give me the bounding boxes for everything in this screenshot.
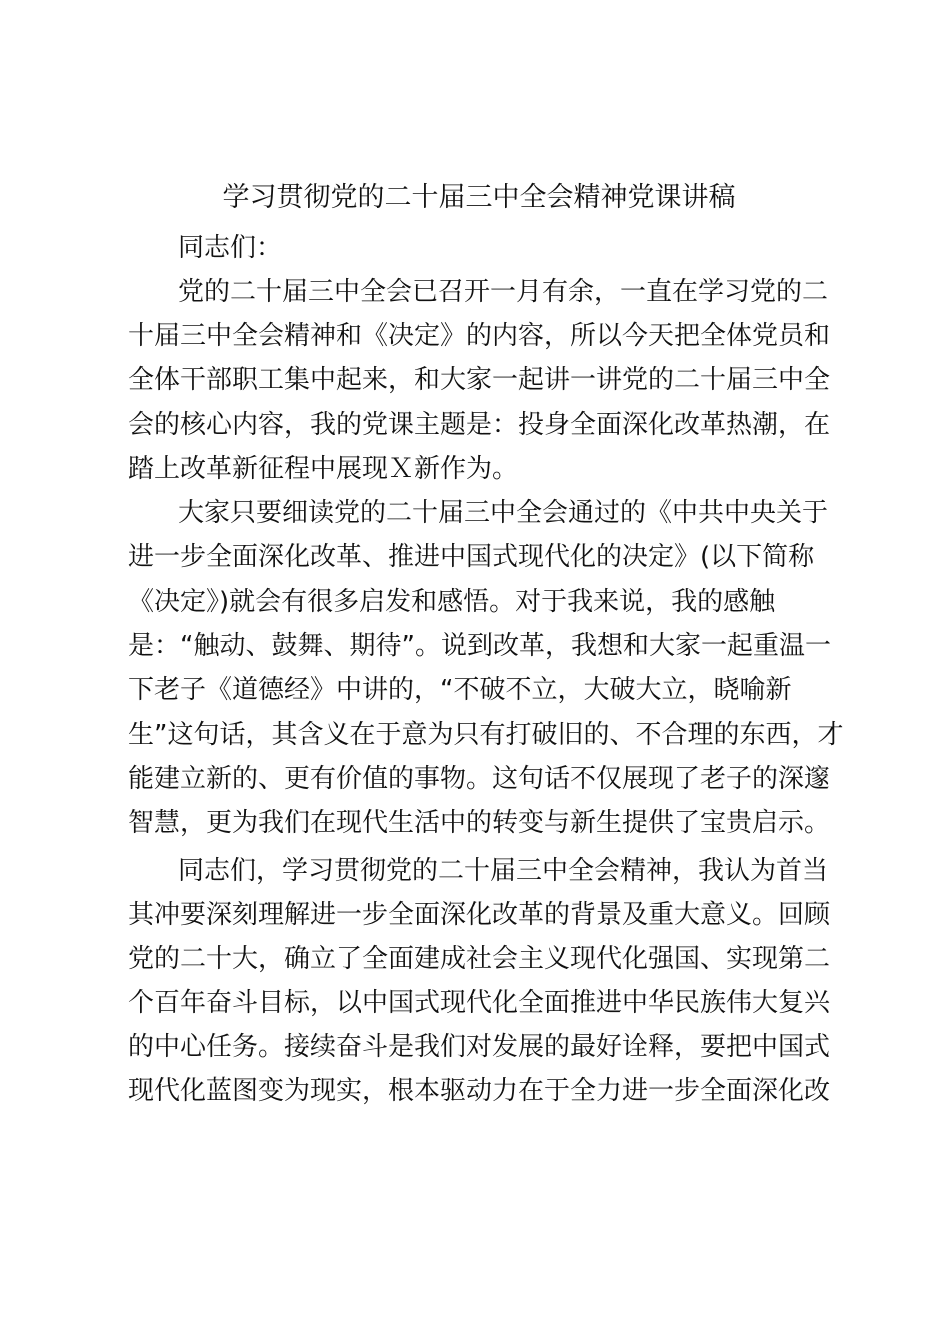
paragraph-2-line-7: 能建立新的、更有价值的事物。这句话不仅展现了老子的深邃	[128, 764, 831, 794]
paragraph-3-line-3: 党的二十大，确立了全面建成社会主义现代化强国、实现第二	[128, 944, 831, 974]
paragraph-3-line-1: 同志们，学习贯彻党的二十届三中全会精神，我认为首当	[178, 856, 829, 886]
paragraph-2-line-2: 进一步全面深化改革、推进中国式现代化的决定》(以下简称	[128, 542, 815, 572]
paragraph-2-line-6: 生”这句话，其含义在于意为只有打破旧的、不合理的东西，才	[128, 720, 844, 750]
paragraph-1-line-3: 全体干部职工集中起来，和大家一起讲一讲党的二十届三中全	[128, 365, 831, 395]
paragraph-3-line-6: 现代化蓝图变为现实，根本驱动力在于全力进一步全面深化改	[128, 1076, 831, 1106]
paragraph-1-line-1: 党的二十届三中全会已召开一月有余，一直在学习党的二	[178, 277, 829, 307]
greeting: 同志们：	[178, 233, 283, 263]
paragraph-2-line-3: 《决定》)就会有很多启发和感悟。对于我来说，我的感触	[128, 587, 776, 617]
paragraph-3-line-5: 的中心任务。接续奋斗是我们对发展的最好诠释，要把中国式	[128, 1032, 831, 1062]
paragraph-2-line-1: 大家只要细读党的二十届三中全会通过的《中共中央关于	[178, 498, 829, 528]
paragraph-3-line-2: 其冲要深刻理解进一步全面深化改革的背景及重大意义。回顾	[128, 900, 831, 930]
paragraph-3-line-4: 个百年奋斗目标，以中国式现代化全面推进中华民族伟大复兴	[128, 988, 831, 1018]
paragraph-2-line-8: 智慧，更为我们在现代生活中的转变与新生提供了宝贵启示。	[128, 808, 831, 838]
paragraph-1-line-2: 十届三中全会精神和《决定》的内容，所以今天把全体党员和	[128, 321, 831, 351]
paragraph-1-line-5: 踏上改革新征程中展现Ｘ新作为。	[128, 454, 519, 484]
paragraph-2-line-4: 是：“触动、鼓舞、期待”。说到改革，我想和大家一起重温一	[128, 631, 831, 661]
paragraph-2-line-5: 下老子《道德经》中讲的，“不破不立，大破大立，晓喻新	[128, 675, 792, 705]
paragraph-1-line-4: 会的核心内容，我的党课主题是：投身全面深化改革热潮，在	[128, 410, 831, 440]
document-title: 学习贯彻党的二十届三中全会精神党课讲稿	[222, 182, 736, 213]
